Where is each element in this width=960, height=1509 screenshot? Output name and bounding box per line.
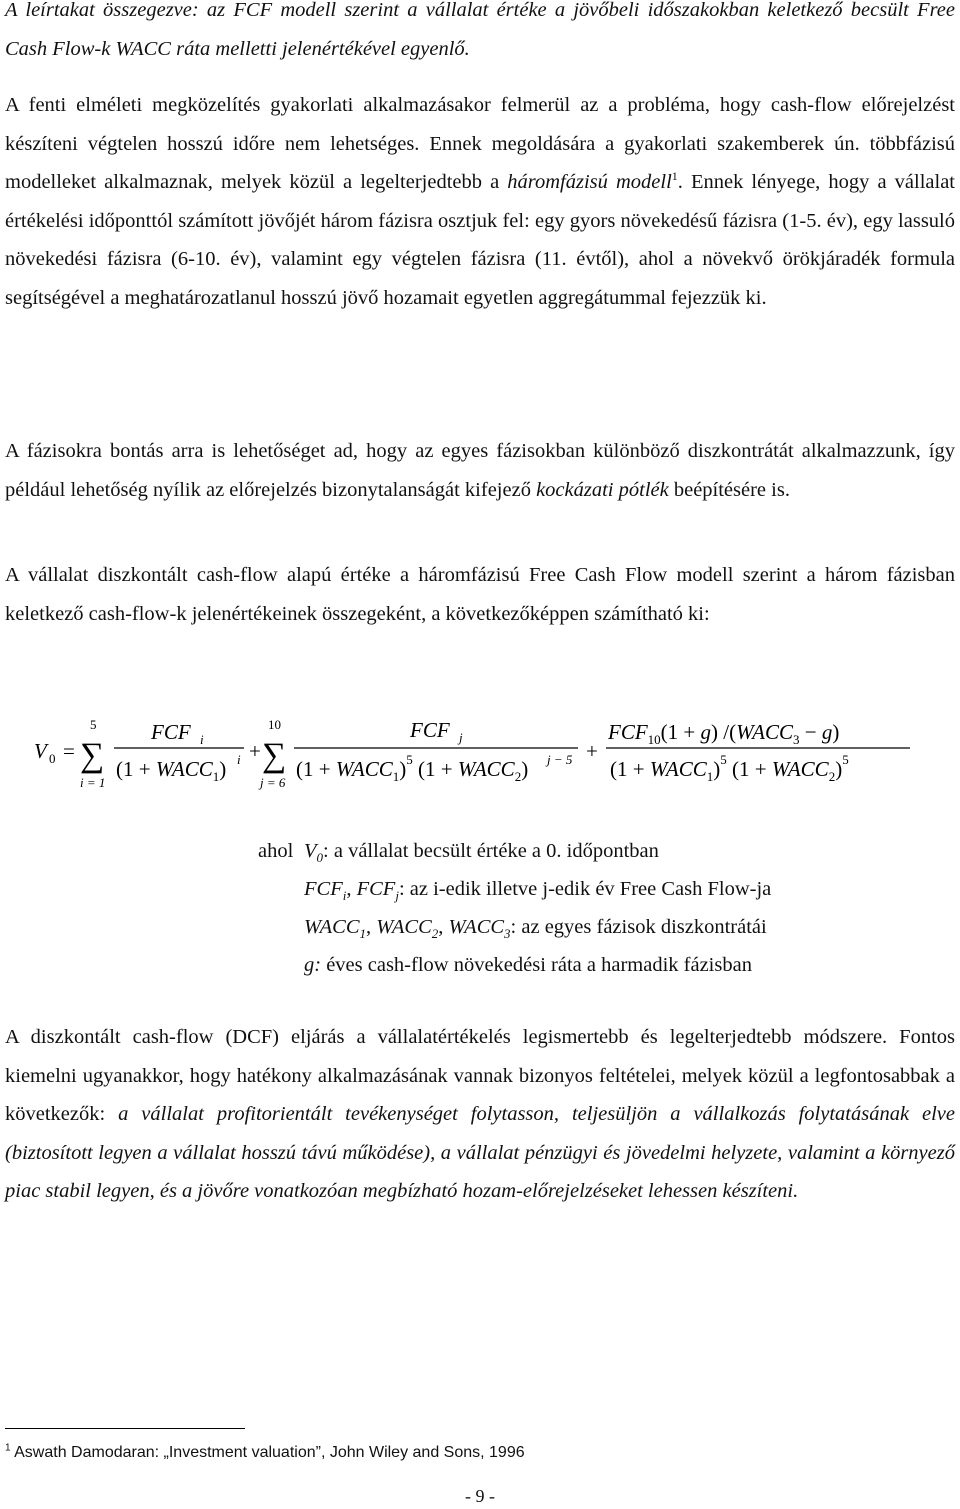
footnote [5, 1442, 905, 1464]
phases-paragraph [5, 432, 955, 509]
sum1-upper: 5 [90, 717, 97, 732]
sum1-sigma: ∑ [80, 737, 105, 774]
dcf-paragraph [5, 1018, 955, 1211]
phases-text-a: A fázisokra bontás arra is lehetőséget ad, hogy az egyes fázisokban különböző diszkontrátát alkalmazzunk, így például lehetőség nyílik az előrejelzés bizonytalanságát kifejező [5, 440, 955, 501]
three-phase-text-a: A fenti elméleti megközelítés gyakorlati alkalmazásakor felmerül az a probléma, hogy cash-flow előrejelzést készíteni végtelen hosszú időre nem lehetséges. Ennek megoldására a gyakorlati szakemberek ún. többfázisú modelleket alkalmaznak, melyek közül a legelterjedtebb a [5, 94, 955, 193]
sum2-sigma: ∑ [262, 737, 287, 774]
valuation-formula [30, 712, 950, 792]
term1-exponent: i [237, 752, 241, 767]
three-phase-paragraph [5, 86, 955, 317]
sum2-upper: 10 [268, 717, 281, 732]
formula-plus-1: + [249, 739, 261, 763]
term1-numerator-sub: i [200, 732, 204, 747]
valuation-intro-paragraph [5, 556, 955, 633]
term2-denominator: $(1 + WACC_1)^5$ $(1 + WACC_2)$ [296, 752, 529, 784]
formula-lhs-sub: 0 [49, 751, 56, 766]
three-phase-text-b: . Ennek lényege, hogy a vállalat értékelési időponttól számított jövőjét három fázisra osztjuk fel: egy gyors növekedésű fázisra (1-5. év), egy lassuló növekedési fázisra (6-10. év), valamint egy végtelen fázisra (11. évtől), ahol a növekvő örökjáradék formula segítségével a meghatározatlanul hosszú jövő hozamait egyetlen aggregátummal fejezzük ki. [5, 171, 955, 309]
sum1-lower: i = 1 [80, 775, 106, 790]
g-definition: g: éves cash-flow növekedési ráta a harmadik fázisban [304, 954, 752, 976]
footnote-ref: 1 [671, 169, 678, 184]
v0-definition: $V_0$: a vállalat becsült értéke a 0. időpontban [304, 840, 659, 866]
term1-numerator: FCF [151, 720, 191, 744]
valuation-intro-text: A vállalat diszkontált cash-flow alapú értéke a háromfázisú Free Cash Flow modell szerint a három fázisban keletkező cash-flow-k jelenértékeinek összegeként, a következőképpen számítható ki: [5, 564, 955, 625]
term2-numerator: FCF [410, 718, 450, 742]
footnote-divider [5, 1428, 245, 1429]
phases-text-b: beépítésére is. [668, 478, 790, 501]
formula-graphic [30, 712, 950, 792]
formula-plus-2: + [586, 739, 598, 763]
formula-equals: = [63, 739, 75, 763]
summary-paragraph [5, 0, 955, 68]
risk-premium-term: kockázati pótlék [536, 478, 669, 501]
three-phase-model-term: háromfázisú modell [507, 171, 672, 193]
footnote-text: Aswath Damodaran: „Investment valuation”, John Wiley and Sons, 1996 [10, 1444, 525, 1461]
wacc-definition: $WACC_1$, $WACC_2$, $WACC_3$: az egyes fázisok diszkontrátái [304, 916, 767, 942]
term2-exponent: j − 5 [547, 752, 573, 767]
sum2-lower: j = 6 [260, 775, 286, 790]
ahol-label: ahol [258, 840, 294, 862]
dcf-text: A diszkontált cash-flow (DCF) eljárás a vállalatértékelés legismertebb és legelterjedtebb módszere. Fontos kiemelni ugyanakkor, hogy hatékony alkalmazásának vannak bizonyos feltételei, melyek közül a legfontosabbak a következők: [5, 1026, 955, 1125]
term1-denominator: $(1 + WACC_1)$ [116, 757, 227, 784]
term3-denominator: $(1 + WACC_1)^5$ $(1 + WACC_2)^5$ [610, 752, 849, 784]
formula-lhs: V [34, 739, 47, 763]
term2-numerator-sub: j [459, 730, 463, 745]
page-number: - 9 - [465, 1486, 495, 1506]
term3-numerator: $FCF_{10}(1 + g)$ $/(WACC_3 - g)$ [608, 720, 840, 747]
footnote-number: 1 [5, 1442, 11, 1454]
fcf-definition: $FCF_i$, $FCF_j$: az i-edik illetve j-edik év Free Cash Flow-ja [304, 878, 772, 904]
dcf-conditions: a vállalat profitorientált tevékenységet folytasson, teljesüljön a vállalkozás folytatásának elve (biztosított legyen a vállalat hosszú távú működése), a vállalat pénzügyi és jövedelmi helyzete, valamint a környező piac stabil legyen, és a jövőre vonatkozóan megbízható hozam-előrejelzéseket lehessen készíteni. [5, 1103, 955, 1202]
summary-text: A leírtakat összegezve: az FCF modell szerint a vállalat értéke a jövőbeli időszakokban keletkező becsült Free Cash Flow-k WACC ráta melletti jelenértékével egyenlő. [5, 0, 955, 60]
